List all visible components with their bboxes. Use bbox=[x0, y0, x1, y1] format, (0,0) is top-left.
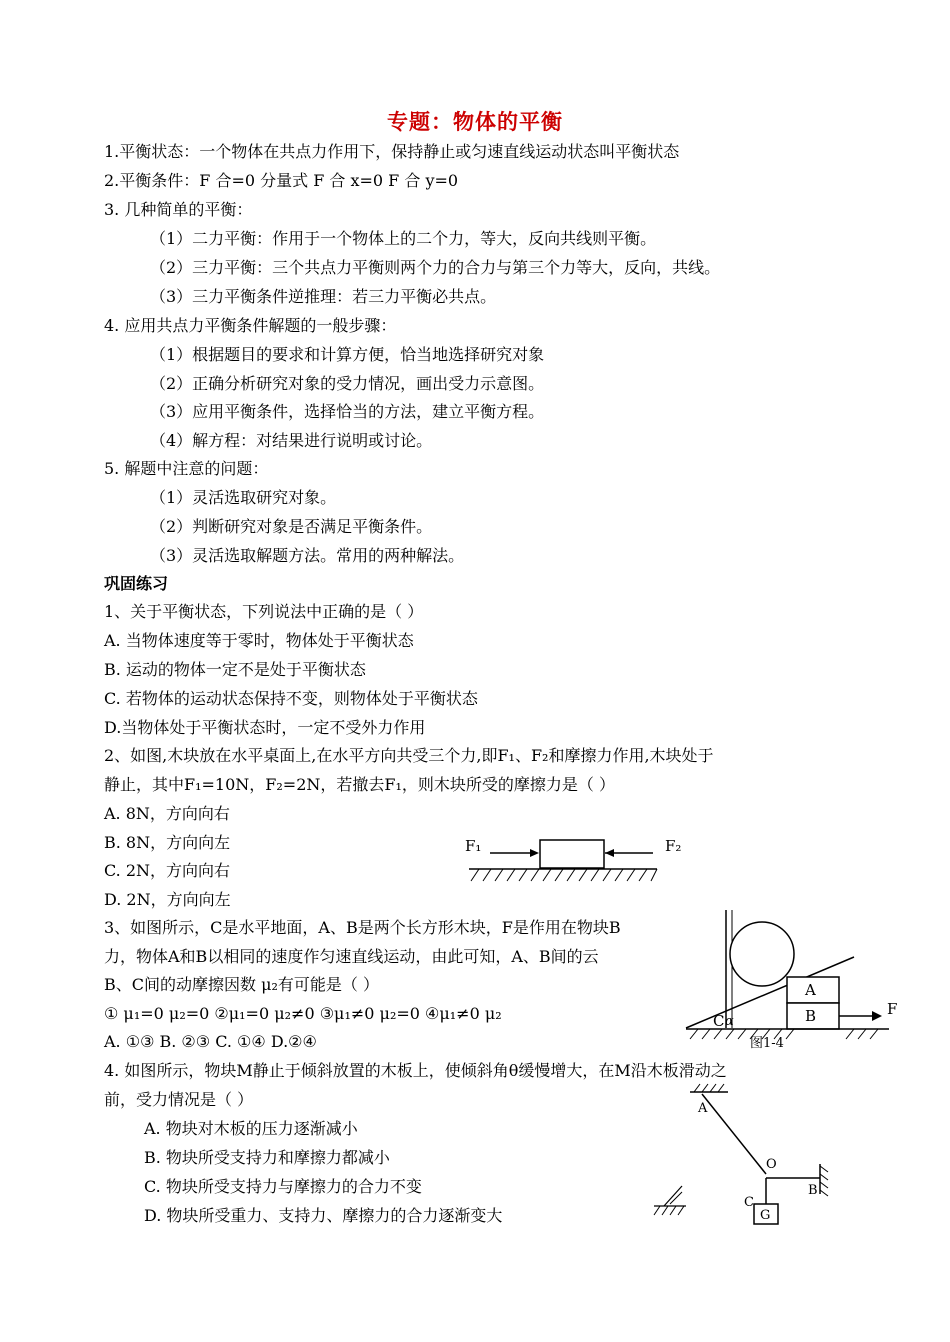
weight-g-label: G bbox=[760, 1208, 771, 1223]
question-3-choices: A. ①③ B. ②③ C. ①④ D.②④ bbox=[104, 1032, 317, 1051]
force-f1-label: F₁ bbox=[465, 837, 482, 855]
arrow-head-icon bbox=[605, 849, 614, 857]
question-2-figure bbox=[455, 825, 690, 890]
question-1-option-c: C. 若物体的运动状态保持不变，则物体处于平衡状态 bbox=[104, 689, 478, 708]
list-item: （3）应用平衡条件，选择恰当的方法，建立平衡方程。 bbox=[150, 402, 545, 421]
list-item: （3）三力平衡条件逆推理：若三力平衡必共点。 bbox=[150, 287, 497, 306]
block-a-label: A bbox=[805, 981, 816, 999]
question-1-option-b: B. 运动的物体一定不是处于平衡状态 bbox=[104, 660, 366, 679]
angle-alpha-label: α bbox=[725, 1014, 734, 1029]
paragraph-solving-steps: 4. 应用共点力平衡条件解题的一般步骤： bbox=[104, 316, 397, 335]
list-item: （2）正确分析研究对象的受力情况，画出受力示意图。 bbox=[150, 374, 545, 393]
rope-ao bbox=[702, 1094, 766, 1174]
force-f-label: F bbox=[887, 1000, 898, 1018]
paragraph-equilibrium-state: 1.平衡状态：一个物体在共点力作用下，保持静止或匀速直线运动状态叫平衡状态 bbox=[104, 142, 680, 161]
question-4-figure bbox=[680, 1080, 840, 1230]
wood-block bbox=[540, 840, 604, 868]
question-3-stem-line1: 3、如图所示，C是水平地面，A、B是两个长方形木块，F是作用在物块B bbox=[104, 918, 621, 937]
point-o-label: O bbox=[766, 1157, 777, 1172]
question-4-stem-line1: 4. 如图所示，物块M静止于倾斜放置的木板上，使倾斜角θ缓慢增大，在M沿木板滑动之 bbox=[104, 1061, 727, 1080]
question-2-stem-line2: 静止，其中F₁=10N，F₂=2N，若撤去F₁，则木块所受的摩擦力是（ ） bbox=[104, 775, 615, 794]
list-item: （2）判断研究对象是否满足平衡条件。 bbox=[150, 517, 433, 536]
arrow-head-icon bbox=[530, 849, 539, 857]
question-3-figure bbox=[684, 905, 914, 1055]
question-4-stem-line2: 前，受力情况是（ ） bbox=[104, 1090, 254, 1109]
point-a-label: A bbox=[698, 1101, 708, 1116]
question-3-mu-options: ① μ₁=0 μ₂=0 ②μ₁=0 μ₂≠0 ③μ₁≠0 μ₂=0 ④μ₁≠0 μ₂ bbox=[104, 1004, 502, 1023]
paragraph-notes: 5. 解题中注意的问题： bbox=[104, 459, 269, 478]
paragraph-equilibrium-condition: 2.平衡条件：F 合=0 分量式 F 合 x=0 F 合 y=0 bbox=[104, 171, 459, 190]
question-1-option-d: D.当物体处于平衡状态时，一定不受外力作用 bbox=[104, 718, 426, 737]
ball bbox=[730, 922, 794, 986]
paragraph-simple-equilibria: 3. 几种简单的平衡： bbox=[104, 200, 253, 219]
list-item: （3）灵活选取解题方法。常用的两种解法。 bbox=[150, 546, 465, 565]
question-4-option-a: A. 物块对木板的压力逐渐减小 bbox=[144, 1119, 358, 1138]
question-4-option-d: D. 物块所受重力、支持力、摩擦力的合力逐渐变大 bbox=[144, 1206, 503, 1225]
point-b-label: B bbox=[808, 1183, 818, 1198]
question-3-stem-line3: B、C间的动摩擦因数 μ₂有可能是（ ） bbox=[104, 975, 379, 994]
list-item: （1）灵活选取研究对象。 bbox=[150, 488, 337, 507]
question-1-option-a: A. 当物体速度等于零时，物体处于平衡状态 bbox=[104, 631, 414, 650]
question-3-stem-line2: 力，物体A和B以相同的速度作匀速直线运动，由此可知，A、B间的云 bbox=[104, 947, 599, 966]
block-b-label: B bbox=[805, 1007, 817, 1025]
question-4-option-b: B. 物块所受支持力和摩擦力都减小 bbox=[144, 1148, 390, 1167]
question-2-option-c: C. 2N，方向向右 bbox=[104, 861, 231, 880]
wall-hatching bbox=[820, 1166, 828, 1196]
question-2-stem-line1: 2、如图,木块放在水平桌面上,在水平方向共受三个力,即F₁、F₂和摩擦力作用,木块处于 bbox=[104, 746, 714, 765]
section-heading-practice: 巩固练习 bbox=[104, 574, 169, 593]
figure-caption: 图1-4 bbox=[750, 1036, 784, 1051]
question-1-stem: 1、关于平衡状态，下列说法中正确的是（ ） bbox=[104, 602, 424, 621]
list-item: （2）三力平衡：三个共点力平衡则两个力的合力与第三个力等大，反向，共线。 bbox=[150, 258, 721, 277]
question-2-option-b: B. 8N，方向向左 bbox=[104, 833, 231, 852]
list-item: （1）根据题目的要求和计算方便，恰当地选择研究对象 bbox=[150, 345, 545, 364]
question-4-option-c: C. 物块所受支持力与摩擦力的合力不变 bbox=[144, 1177, 422, 1196]
force-f2-label: F₂ bbox=[665, 837, 682, 855]
angle-vertex-label: C bbox=[713, 1012, 725, 1030]
question-2-option-d: D. 2N，方向向左 bbox=[104, 890, 231, 909]
ground-hatching bbox=[471, 869, 657, 881]
point-c-label: C bbox=[744, 1195, 754, 1210]
list-item: （4）解方程：对结果进行说明或讨论。 bbox=[150, 431, 433, 450]
list-item: （1）二力平衡：作用于一个物体上的二个力，等大，反向共线则平衡。 bbox=[150, 229, 657, 248]
page-title: 专题：物体的平衡 bbox=[387, 109, 563, 134]
question-2-option-a: A. 8N，方向向右 bbox=[104, 804, 230, 823]
ceiling-hatching bbox=[694, 1084, 724, 1092]
